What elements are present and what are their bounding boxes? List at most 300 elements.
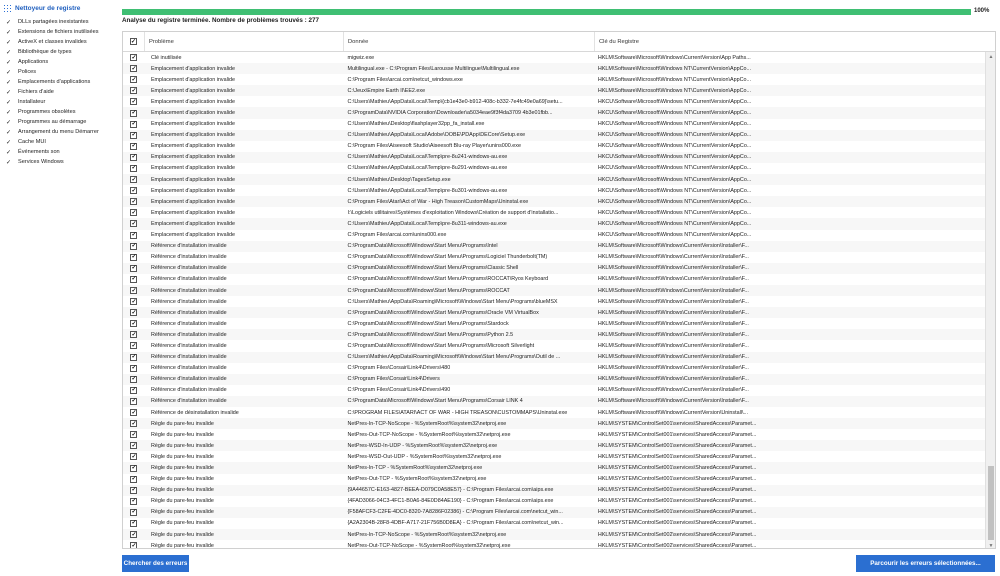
cell-problem: Règle du pare-feu invalide — [150, 509, 214, 516]
row-checkbox[interactable]: ✓ — [131, 265, 137, 272]
row-select-cell — [123, 451, 145, 462]
cell-data: C:\ProgramData\Microsoft\Windows\Start Menu\Programs\Oracle VM VirtualBox — [347, 309, 539, 316]
cell-data: C:\Users\Mathieu\AppData\Roaming\Microsoft\Windows\Start Menu\Programs\blueMSX — [347, 298, 558, 305]
row-select-cell — [123, 329, 145, 340]
cell-data: C:\ProgramData\Microsoft\Windows\Start Menu\Programs\Stardock — [347, 320, 509, 327]
row-checkbox[interactable]: ✓ — [131, 331, 137, 338]
cell-problem: Référence d'installation invalide — [150, 387, 227, 394]
row-checkbox[interactable]: ✓ — [131, 509, 137, 516]
sidebar-item[interactable] — [0, 57, 118, 67]
table-row[interactable] — [123, 185, 985, 196]
column-header-problem[interactable]: Problème — [145, 32, 344, 51]
cell-registry-key: HKLM\SYSTEM\ControlSet001\services\SharedAccess\Paramet... — [597, 476, 757, 483]
table-row[interactable] — [123, 107, 985, 118]
sidebar-item[interactable] — [0, 77, 118, 87]
row-checkbox[interactable]: ✓ — [131, 187, 137, 194]
check-icon[interactable]: ✓ — [6, 59, 12, 66]
row-checkbox[interactable]: ✓ — [131, 520, 137, 527]
row-select-cell — [123, 230, 145, 241]
review-errors-button[interactable]: Parcourir les erreurs sélectionnées... — [856, 555, 995, 572]
row-select-cell — [123, 352, 145, 363]
row-checkbox[interactable]: ✓ — [131, 365, 137, 372]
cell-data: C:\ProgramData\NVIDIA Corporation\Downloader\a5034eae9f3f4da3709 4b3e01fbb... — [347, 110, 553, 117]
cell-registry-key: HKLM\Software\Microsoft\Windows NT\CurrentVersion\AppCo... — [597, 87, 752, 94]
cell-problem: Référence d'installation invalide — [150, 298, 227, 305]
cell-registry-key: HKLM\SYSTEM\ControlSet001\services\SharedAccess\Paramet... — [597, 509, 757, 516]
cell-data: C:\Program Files\Corsair\Link4\Drivers\480 — [347, 365, 451, 372]
row-checkbox[interactable]: ✓ — [131, 442, 137, 449]
cell-data: C:\Program Files\arcai.com\netcut_windows.exe — [347, 76, 463, 83]
sidebar-item-label: Programmes obsolètes — [18, 109, 76, 115]
cell-data: NetPres-In-TCP-NoScope - %SystemRoot%\system32\netproj.exe — [347, 531, 507, 538]
cell-data: {A2A2304B-28F8-4DBF-A717-21F756B0D8EA} - C:\Program Files\arcai.com\netcut_win... — [347, 520, 564, 527]
table-row[interactable] — [123, 540, 985, 549]
sidebar-item-label: ActiveX et classes invalides — [18, 39, 87, 45]
cell-problem: Référence d'installation invalide — [150, 365, 227, 372]
check-icon[interactable]: ✓ — [6, 109, 12, 116]
row-checkbox[interactable]: ✓ — [131, 165, 137, 172]
table-row[interactable] — [123, 363, 985, 374]
progress-label: 100% — [974, 8, 990, 14]
column-header-data[interactable]: Donnée — [344, 32, 595, 51]
table-row[interactable] — [123, 52, 985, 63]
table-row[interactable] — [123, 207, 985, 218]
row-checkbox[interactable]: ✓ — [131, 198, 137, 205]
sidebar-item-label: Événements son — [18, 149, 60, 155]
check-icon[interactable]: ✓ — [6, 79, 12, 86]
row-select-cell — [123, 207, 145, 218]
row-select-cell — [123, 507, 145, 518]
table-body — [123, 52, 985, 549]
cell-data: C:\ProgramData\Microsoft\Windows\Start Menu\Programs\Python 2.5 — [347, 331, 514, 338]
table-row[interactable] — [123, 163, 985, 174]
table-row[interactable] — [123, 385, 985, 396]
sidebar-item-label: Cache MUI — [18, 139, 46, 145]
table-row[interactable] — [123, 96, 985, 107]
cell-problem: Référence d'installation invalide — [150, 398, 227, 405]
cell-registry-key: HKCU\Software\Microsoft\Windows NT\CurrentVersion\AppCo... — [597, 176, 752, 183]
cell-registry-key: HKLM\Software\Microsoft\Windows\CurrentVersion\Installer\F... — [597, 287, 749, 294]
row-checkbox[interactable]: ✓ — [131, 143, 137, 150]
table-row[interactable] — [123, 529, 985, 540]
cell-registry-key: HKCU\Software\Microsoft\Windows NT\CurrentVersion\AppCo... — [597, 187, 752, 194]
table-row[interactable] — [123, 518, 985, 529]
row-checkbox[interactable]: ✓ — [131, 531, 137, 538]
table-row[interactable] — [123, 496, 985, 507]
cell-registry-key: HKLM\Software\Microsoft\Windows\CurrentVersion\Installer\F... — [597, 243, 749, 250]
table-row[interactable] — [123, 274, 985, 285]
table-row[interactable] — [123, 440, 985, 451]
table-row[interactable] — [123, 462, 985, 473]
row-select-cell — [123, 163, 145, 174]
sidebar-item[interactable] — [0, 17, 118, 27]
check-icon[interactable]: ✓ — [6, 29, 12, 36]
cell-registry-key: HKLM\Software\Microsoft\Windows\CurrentVersion\Installer\F... — [597, 309, 749, 316]
cell-data: C:\ProgramData\Microsoft\Windows\Start Menu\Programs\ROCCAT — [347, 287, 510, 294]
sidebar-item[interactable] — [0, 147, 118, 157]
row-select-cell — [123, 185, 145, 196]
scrollbar-thumb[interactable] — [988, 466, 994, 540]
row-select-cell — [123, 529, 145, 540]
cell-registry-key: HKLM\SYSTEM\ControlSet001\services\SharedAccess\Paramet... — [597, 520, 757, 527]
cell-data: C:\Program Files\Atari\Act of War - High Treason\CustomMaps\Uninstal.exe — [347, 198, 529, 205]
cell-problem: Règle du pare-feu invalide — [150, 420, 214, 427]
sidebar — [0, 0, 118, 576]
cell-registry-key: HKLM\Software\Microsoft\Windows\CurrentVersion\Installer\F... — [597, 276, 749, 283]
cell-problem: Règle du pare-feu invalide — [150, 487, 214, 494]
sidebar-item[interactable] — [0, 87, 118, 97]
sidebar-item-label: DLLs partagées inexistantes — [18, 19, 89, 25]
cell-data: C:\ProgramData\Microsoft\Windows\Start Menu\Programs\ROCCAT\Ryos Keyboard — [347, 276, 549, 283]
row-checkbox[interactable]: ✓ — [131, 98, 137, 105]
sidebar-item[interactable] — [0, 137, 118, 147]
row-checkbox[interactable]: ✓ — [131, 453, 137, 460]
check-icon[interactable]: ✓ — [6, 129, 12, 136]
cell-data: C:\ProgramData\Microsoft\Windows\Start Menu\Programs\Microsoft Silverlight — [347, 342, 535, 349]
cell-problem: Emplacement d'application invalide — [150, 165, 235, 172]
row-checkbox[interactable]: ✓ — [131, 342, 137, 349]
cell-registry-key: HKCU\Software\Microsoft\Windows NT\CurrentVersion\AppCo... — [597, 121, 752, 128]
cell-data: C:\ProgramData\Microsoft\Windows\Start Menu\Programs\Intel — [347, 243, 498, 250]
cell-registry-key: HKLM\SYSTEM\ControlSet002\services\SharedAccess\Paramet... — [597, 531, 757, 538]
row-checkbox[interactable]: ✓ — [131, 387, 137, 394]
table-row[interactable] — [123, 296, 985, 307]
cell-registry-key: HKLM\SYSTEM\ControlSet001\services\SharedAccess\Paramet... — [597, 498, 757, 505]
check-icon[interactable]: ✓ — [6, 119, 12, 126]
sidebar-item[interactable] — [0, 107, 118, 117]
cell-data: NetPres-Out-TCP-NoScope - %SystemRoot%\system32\netproj.exe — [347, 542, 511, 549]
table-row[interactable] — [123, 141, 985, 152]
cell-problem: Référence d'installation invalide — [150, 309, 227, 316]
cell-data: C:\ProgramData\Microsoft\Windows\Start Menu\Programs\Corsair LINK 4 — [347, 398, 523, 405]
sidebar-item[interactable] — [0, 27, 118, 37]
cell-problem: Référence de désinstallation invalide — [150, 409, 239, 416]
table-row[interactable] — [123, 74, 985, 85]
check-icon[interactable]: ✓ — [6, 159, 12, 166]
row-checkbox[interactable]: ✓ — [131, 465, 137, 472]
cell-problem: Référence d'installation invalide — [150, 376, 227, 383]
table-row[interactable] — [123, 507, 985, 518]
table-row[interactable] — [123, 174, 985, 185]
row-select-cell — [123, 363, 145, 374]
row-select-cell — [123, 63, 145, 74]
row-select-cell — [123, 485, 145, 496]
table-row[interactable] — [123, 130, 985, 141]
row-checkbox[interactable]: ✓ — [131, 176, 137, 183]
check-icon[interactable]: ✓ — [6, 89, 12, 96]
cell-problem: Clé inutilisée — [150, 54, 182, 61]
cell-registry-key: HKLM\Software\Microsoft\Windows\CurrentVersion\Installer\F... — [597, 320, 749, 327]
table-row[interactable] — [123, 119, 985, 130]
row-select-cell — [123, 474, 145, 485]
row-checkbox[interactable]: ✓ — [131, 354, 137, 361]
cell-data: Multilingual.exe - C:\Program Files\Larousse Multilingue\Multilingual.exe — [347, 65, 520, 72]
cell-data: C:\Users\Mathieu\AppData\Local\Adobe\OOBE\PDApp\DECore\Setup.exe — [347, 132, 526, 139]
cell-registry-key: HKLM\Software\Microsoft\Windows\CurrentVersion\Installer\F... — [597, 365, 749, 372]
check-icon[interactable]: ✓ — [6, 149, 12, 156]
cell-registry-key: HKCU\Software\Microsoft\Windows NT\CurrentVersion\AppCo... — [597, 165, 752, 172]
table-row[interactable] — [123, 218, 985, 229]
cell-registry-key: HKLM\SYSTEM\ControlSet001\services\SharedAccess\Paramet... — [597, 453, 757, 460]
cell-problem: Emplacement d'application invalide — [150, 87, 235, 94]
row-checkbox[interactable]: ✓ — [131, 376, 137, 383]
cell-data: C:\Users\Mathieu\AppData\Local\Temp\pre-8u301-windows-au.exe — [347, 187, 508, 194]
row-checkbox[interactable]: ✓ — [131, 132, 137, 139]
row-checkbox[interactable]: ✓ — [131, 398, 137, 405]
table-row[interactable] — [123, 474, 985, 485]
table-row[interactable] — [123, 241, 985, 252]
row-select-cell — [123, 52, 145, 63]
cell-problem: Règle du pare-feu invalide — [150, 465, 214, 472]
table-row[interactable] — [123, 352, 985, 363]
cell-data: NetPres-WSD-Out-UDP - %SystemRoot%\system32\netproj.exe — [347, 453, 502, 460]
row-checkbox[interactable]: ✓ — [131, 431, 137, 438]
table-row[interactable] — [123, 152, 985, 163]
table-row[interactable] — [123, 329, 985, 340]
sidebar-item-label: Programmes au démarrage — [18, 119, 87, 125]
cell-registry-key: HKLM\SYSTEM\ControlSet001\services\SharedAccess\Paramet... — [597, 465, 757, 472]
sidebar-item[interactable] — [0, 127, 118, 137]
row-checkbox[interactable]: ✓ — [131, 209, 137, 216]
sidebar-items — [0, 17, 118, 167]
sidebar-item[interactable] — [0, 37, 118, 47]
cell-registry-key: HKLM\SYSTEM\ControlSet001\services\SharedAccess\Paramet... — [597, 442, 757, 449]
cell-data: C:\ProgramData\Microsoft\Windows\Start Menu\Programs\Logiciel Thunderbolt(TM) — [347, 254, 548, 261]
cell-problem: Emplacement d'application invalide — [150, 132, 235, 139]
row-select-cell — [123, 340, 145, 351]
cell-problem: Emplacement d'application invalide — [150, 154, 235, 161]
table-row[interactable] — [123, 196, 985, 207]
row-select-cell — [123, 407, 145, 418]
cell-data: C:\Program Files\arcai.com\unins000.exe — [347, 232, 447, 239]
cell-problem: Règle du pare-feu invalide — [150, 476, 214, 483]
cell-data: C:\Users\Mathieu\AppData\Local\Temp\pre-8u311-windows-au.exe — [347, 220, 507, 227]
row-checkbox[interactable]: ✓ — [131, 243, 137, 250]
cell-registry-key: HKLM\SYSTEM\ControlSet001\services\SharedAccess\Paramet... — [597, 487, 757, 494]
cell-problem: Emplacement d'application invalide — [150, 198, 235, 205]
row-select-cell — [123, 218, 145, 229]
table-row[interactable] — [123, 85, 985, 96]
sidebar-item-label: Bibliothèque de types — [18, 49, 72, 55]
sidebar-item-label: Polices — [18, 69, 37, 75]
scan-status: Analyse du registre terminée. Nombre de problèmes trouvés : 277 — [122, 17, 320, 24]
sidebar-item[interactable] — [0, 117, 118, 127]
row-checkbox[interactable]: ✓ — [131, 254, 137, 261]
table-row[interactable] — [123, 63, 985, 74]
cell-registry-key: HKLM\Software\Microsoft\Windows NT\CurrentVersion\AppCo... — [597, 65, 752, 72]
cell-registry-key: HKCU\Software\Microsoft\Windows NT\CurrentVersion\AppCo... — [597, 110, 752, 117]
select-all-checkbox[interactable]: ✓ — [130, 38, 137, 45]
row-checkbox[interactable]: ✓ — [131, 542, 137, 549]
cell-data: C:\Program Files\Aiseesoft Studio\Aiseesoft Blu-ray Player\unins000.exe — [347, 143, 521, 150]
row-checkbox[interactable]: ✓ — [131, 320, 137, 327]
row-select-cell — [123, 385, 145, 396]
table-row[interactable] — [123, 307, 985, 318]
row-checkbox[interactable]: ✓ — [131, 154, 137, 161]
row-select-cell — [123, 196, 145, 207]
cell-registry-key: HKLM\Software\Microsoft\Windows NT\CurrentVersion\AppCo... — [597, 76, 752, 83]
sidebar-item[interactable] — [0, 67, 118, 77]
row-checkbox[interactable]: ✓ — [131, 309, 137, 316]
row-select-cell — [123, 152, 145, 163]
cell-registry-key: HKLM\Software\Microsoft\Windows\CurrentVersion\Installer\F... — [597, 387, 749, 394]
cell-problem: Règle du pare-feu invalide — [150, 431, 214, 438]
row-checkbox[interactable]: ✓ — [131, 420, 137, 427]
row-select-cell — [123, 318, 145, 329]
row-checkbox[interactable]: ✓ — [131, 409, 137, 416]
cell-data: NetPres-In-TCP-NoScope - %SystemRoot%\system32\netproj.exe — [347, 420, 507, 427]
cell-data: C:\Program Files\Corsair\Link4\Drivers\490 — [347, 387, 451, 394]
cell-data: C:\Users\Mathieu\Desktop\TagesSetup.exe — [347, 176, 451, 183]
row-checkbox[interactable]: ✓ — [131, 276, 137, 283]
cell-data: C:\Users\Mathieu\Desktop\flashplayer32pp_fa_install.exe — [347, 121, 485, 128]
row-checkbox[interactable]: ✓ — [131, 498, 137, 505]
sidebar-item-label: Installateur — [18, 99, 46, 105]
cell-data: {F58AFCF3-C2FE-4DC0-8320-7A8286F02386} - C:\Program Files\arcai.com\netcut_win... — [347, 509, 563, 516]
sidebar-item[interactable] — [0, 47, 118, 57]
row-select-cell — [123, 462, 145, 473]
cell-problem: Emplacement d'application invalide — [150, 220, 235, 227]
table-row[interactable] — [123, 407, 985, 418]
check-icon[interactable]: ✓ — [6, 39, 12, 46]
cell-registry-key: HKLM\Software\Microsoft\Windows\CurrentVersion\Installer\F... — [597, 342, 749, 349]
cell-problem: Emplacement d'application invalide — [150, 65, 235, 72]
cell-registry-key: HKLM\Software\Microsoft\Windows\CurrentVersion\Uninstall\... — [597, 409, 749, 416]
cell-problem: Référence d'installation invalide — [150, 254, 227, 261]
cell-data: NetPres-Out-TCP - %SystemRoot%\system32\netproj.exe — [347, 476, 487, 483]
scroll-up-icon[interactable]: ▲ — [988, 53, 994, 60]
row-select-cell — [123, 74, 145, 85]
row-select-cell — [123, 440, 145, 451]
cell-problem: Règle du pare-feu invalide — [150, 453, 214, 460]
row-select-cell — [123, 374, 145, 385]
row-select-cell — [123, 141, 145, 152]
cell-data: {9A44657C-E163-4827-BEEA-D079C0A58E57} - C:\Program Files\arcai.com\aips.exe — [347, 487, 554, 494]
row-select-cell — [123, 85, 145, 96]
row-select-cell — [123, 429, 145, 440]
cell-problem: Emplacement d'application invalide — [150, 187, 235, 194]
scroll-down-icon[interactable]: ▼ — [988, 542, 994, 549]
progress-bar — [122, 9, 971, 15]
row-checkbox[interactable]: ✓ — [131, 232, 137, 239]
cell-data: C:\Users\Mathieu\AppData\Local\Temp\pre-8u291-windows-au.exe — [347, 165, 508, 172]
table-row[interactable] — [123, 418, 985, 429]
row-checkbox[interactable]: ✓ — [131, 487, 137, 494]
table-row[interactable] — [123, 451, 985, 462]
cell-problem: Emplacement d'application invalide — [150, 110, 235, 117]
cell-data: C:\Users\Mathieu\AppData\Local\Temp\{cb1e43e0-b912-408c-b332-7e4fc49e0a69}\setu... — [347, 98, 563, 105]
cell-registry-key: HKLM\Software\Microsoft\Windows\CurrentVersion\Installer\F... — [597, 331, 749, 338]
sidebar-header[interactable] — [0, 0, 118, 17]
cell-problem: Emplacement d'application invalide — [150, 232, 235, 239]
row-select-cell — [123, 518, 145, 529]
table-row[interactable] — [123, 252, 985, 263]
row-select-cell — [123, 418, 145, 429]
row-checkbox[interactable]: ✓ — [131, 87, 137, 94]
table-row[interactable] — [123, 318, 985, 329]
sidebar-item[interactable] — [0, 157, 118, 167]
cell-registry-key: HKLM\Software\Microsoft\Windows\CurrentVersion\Installer\F... — [597, 254, 749, 261]
table-row[interactable] — [123, 485, 985, 496]
cell-problem: Emplacement d'application invalide — [150, 121, 235, 128]
column-header-key[interactable]: Clé du Registre — [599, 38, 639, 45]
sidebar-item-label: Fichiers d'aide — [18, 89, 54, 95]
row-checkbox[interactable]: ✓ — [131, 476, 137, 483]
row-checkbox[interactable]: ✓ — [131, 110, 137, 117]
row-select-cell — [123, 540, 145, 549]
row-select-cell — [123, 174, 145, 185]
cell-data: C:\Jeux\Empire Earth II\EE2.exe — [347, 87, 426, 94]
table-row[interactable] — [123, 396, 985, 407]
row-select-cell — [123, 107, 145, 118]
cell-problem: Référence d'installation invalide — [150, 354, 227, 361]
row-checkbox[interactable]: ✓ — [131, 220, 137, 227]
row-select-cell — [123, 496, 145, 507]
cell-data: NetPres-WSD-In-UDP - %SystemRoot%\system32\netproj.exe — [347, 442, 498, 449]
table-row[interactable] — [123, 429, 985, 440]
cell-problem: Emplacement d'application invalide — [150, 76, 235, 83]
cell-data: I:\Logiciels utilitaires\Systèmes d'exploitation Windows\Création de support d'installatio... — [347, 209, 559, 216]
cell-registry-key: HKLM\Software\Microsoft\Windows\CurrentVersion\Installer\F... — [597, 354, 749, 361]
cell-registry-key: HKLM\SYSTEM\ControlSet002\services\SharedAccess\Paramet... — [597, 542, 757, 549]
cell-problem: Référence d'installation invalide — [150, 243, 227, 250]
row-checkbox[interactable]: ✓ — [131, 54, 137, 61]
sidebar-item-label: Services Windows — [18, 159, 64, 165]
cell-data: C:\Users\Mathieu\AppData\Local\Temp\pre-8u241-windows-au.exe — [347, 154, 508, 161]
results-table — [122, 31, 996, 549]
cell-problem: Règle du pare-feu invalide — [150, 442, 214, 449]
cell-registry-key: HKLM\SYSTEM\ControlSet001\services\SharedAccess\Paramet... — [597, 420, 757, 427]
sidebar-item[interactable] — [0, 97, 118, 107]
table-row[interactable] — [123, 230, 985, 241]
cell-data: C:\PROGRAM FILES\ATARI\ACT OF WAR - HIGH TREASON\CUSTOMMAPS\Uninstal.exe — [347, 409, 568, 416]
table-row[interactable] — [123, 263, 985, 274]
check-icon[interactable]: ✓ — [6, 19, 12, 26]
cell-registry-key: HKCU\Software\Microsoft\Windows NT\CurrentVersion\AppCo... — [597, 220, 752, 227]
check-icon[interactable]: ✓ — [6, 99, 12, 106]
cell-registry-key: HKCU\Software\Microsoft\Windows NT\CurrentVersion\AppCo... — [597, 154, 752, 161]
check-icon[interactable]: ✓ — [6, 69, 12, 76]
check-icon[interactable]: ✓ — [6, 49, 12, 56]
cell-registry-key: HKCU\Software\Microsoft\Windows NT\CurrentVersion\AppCo... — [597, 198, 752, 205]
row-checkbox[interactable]: ✓ — [131, 121, 137, 128]
row-checkbox[interactable]: ✓ — [131, 65, 137, 72]
cell-problem: Emplacement d'application invalide — [150, 98, 235, 105]
cell-problem: Référence d'installation invalide — [150, 287, 227, 294]
row-checkbox[interactable]: ✓ — [131, 287, 137, 294]
check-icon[interactable]: ✓ — [6, 139, 12, 146]
table-row[interactable] — [123, 340, 985, 351]
cell-problem: Emplacement d'application invalide — [150, 176, 235, 183]
search-errors-button[interactable]: Chercher des erreurs — [122, 555, 189, 572]
table-row[interactable] — [123, 285, 985, 296]
row-checkbox[interactable]: ✓ — [131, 298, 137, 305]
sidebar-title: Nettoyeur de registre — [15, 5, 81, 12]
row-checkbox[interactable]: ✓ — [131, 76, 137, 83]
cell-problem: Emplacement d'application invalide — [150, 209, 235, 216]
sidebar-item-label: Extensions de fichiers inutilisées — [18, 29, 99, 35]
sidebar-item-label: Applications — [18, 59, 49, 65]
cell-registry-key: HKCU\Software\Microsoft\Windows NT\CurrentVersion\AppCo... — [597, 209, 752, 216]
cell-data: C:\Program Files\Corsair\Link4\Drivers — [347, 376, 440, 383]
cell-problem: Référence d'installation invalide — [150, 342, 227, 349]
cell-registry-key: HKLM\Software\Microsoft\Windows\CurrentVersion\Installer\F... — [597, 298, 749, 305]
table-row[interactable] — [123, 374, 985, 385]
select-all-header — [123, 32, 145, 51]
cell-registry-key: HKCU\Software\Microsoft\Windows NT\CurrentVersion\AppCo... — [597, 98, 752, 105]
vertical-scrollbar[interactable] — [985, 52, 995, 549]
cell-data: NetPres-Out-TCP-NoScope - %SystemRoot%\system32\netproj.exe — [347, 431, 511, 438]
